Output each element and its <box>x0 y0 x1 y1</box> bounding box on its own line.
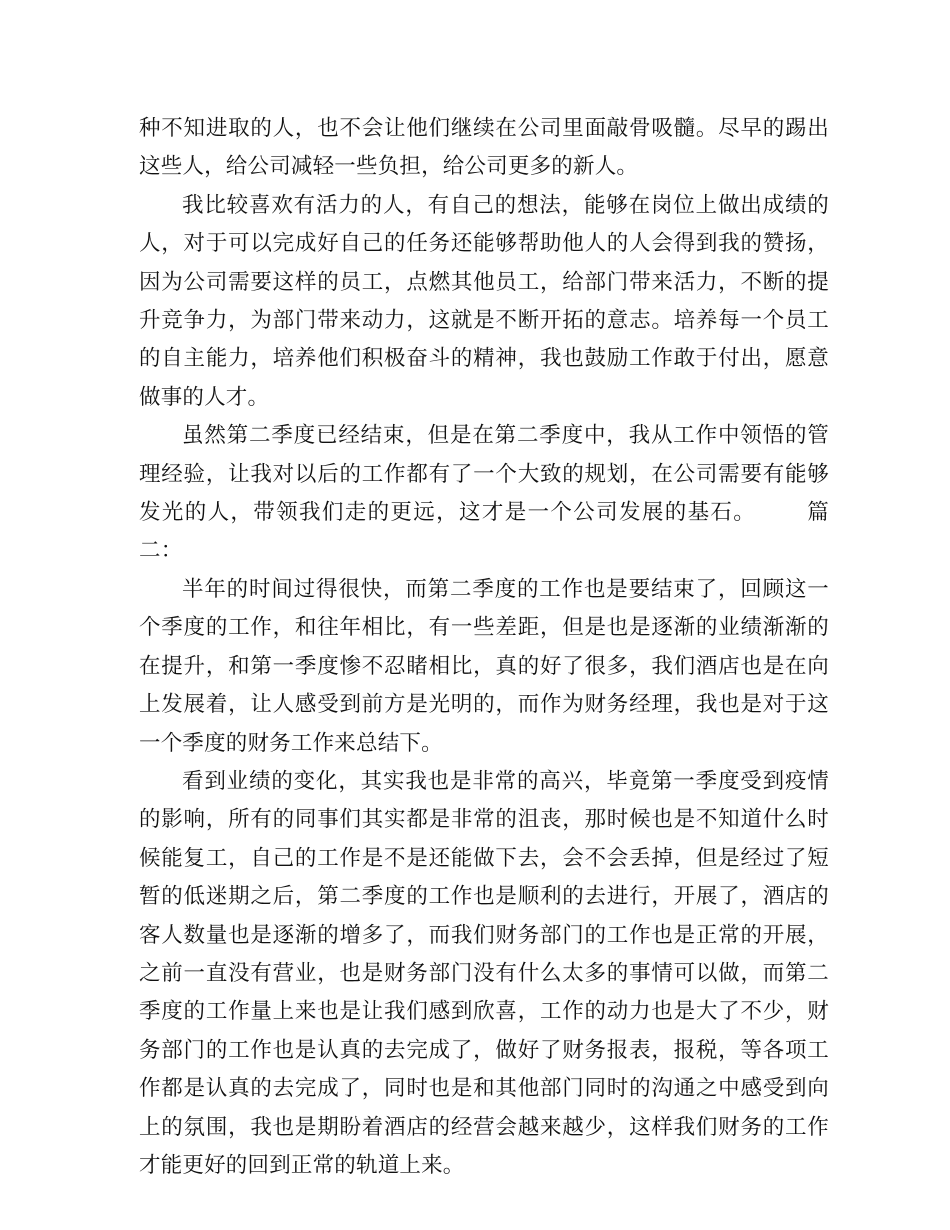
paragraph-2: 我比较喜欢有活力的人，有自己的想法，能够在岗位上做出成绩的人，对于可以完成好自己的任务还能够帮助他人的人会得到我的赞扬，因为公司需要这样的员工，点燃其他员工，给部门带来活力，不断的提升竞争力，为部门带来动力，这就是不断开拓的意志。培养每一个员工的自主能力，培养他们积极奋斗的精神，我也鼓励工作敢于付出，愿意做事的人才。 <box>139 192 829 410</box>
paragraph-1: 种不知进取的人，也不会让他们继续在公司里面敲骨吸髓。尽早的踢出这些人，给公司减轻一些负担，给公司更多的新人。 <box>139 116 829 180</box>
paragraph-5: 看到业绩的变化，其实我也是非常的高兴，毕竟第一季度受到疫情的影响，所有的同事们其实都是非常的沮丧，那时候也是不知道什么时候能复工，自己的工作是不是还能做下去，会不会丢掉，但是经过了短暂的低迷期之后，第二季度的工作也是顺利的去进行，开展了，酒店的客人数量也是逐渐的增多了，而我们财务部门的工作也是正常的开展，之前一直没有营业，也是财务部门没有什么太多的事情可以做，而第二季度的工作量上来也是让我们感到欣喜，工作的动力也是大了不少，财务部门的工作也是认真的去完成了，做好了财务报表，报税，等各项工作都是认真的去完成了，同时也是和其他部门同时的沟通之中感受到向上的氛围，我也是期盼着酒店的经营会越来越少，这样我们财务的工作才能更好的回到正常的轨道上来。 <box>139 768 829 1178</box>
paragraph-4: 半年的时间过得很快，而第二季度的工作也是要结束了，回顾这一个季度的工作，和往年相比，有一些差距，但是也是逐渐的业绩渐渐的在提升，和第一季度惨不忍睹相比，真的好了很多，我们酒店也是在向上发展着，让人感受到前方是光明的，而作为财务经理，我也是对于这一个季度的财务工作来总结下。 <box>139 576 829 756</box>
paragraph-3-text: 虽然第二季度已经结束，但是在第二季度中，我从工作中领悟的管理经验，让我对以后的工作都有了一个大致的规划，在公司需要有能够发光的人，带领我们走的更远，这才是一个公司发展的基石。 <box>139 423 829 526</box>
paragraph-3 <box>139 417 829 571</box>
section-label: 篇二： <box>139 500 829 564</box>
document-body <box>139 110 829 1185</box>
